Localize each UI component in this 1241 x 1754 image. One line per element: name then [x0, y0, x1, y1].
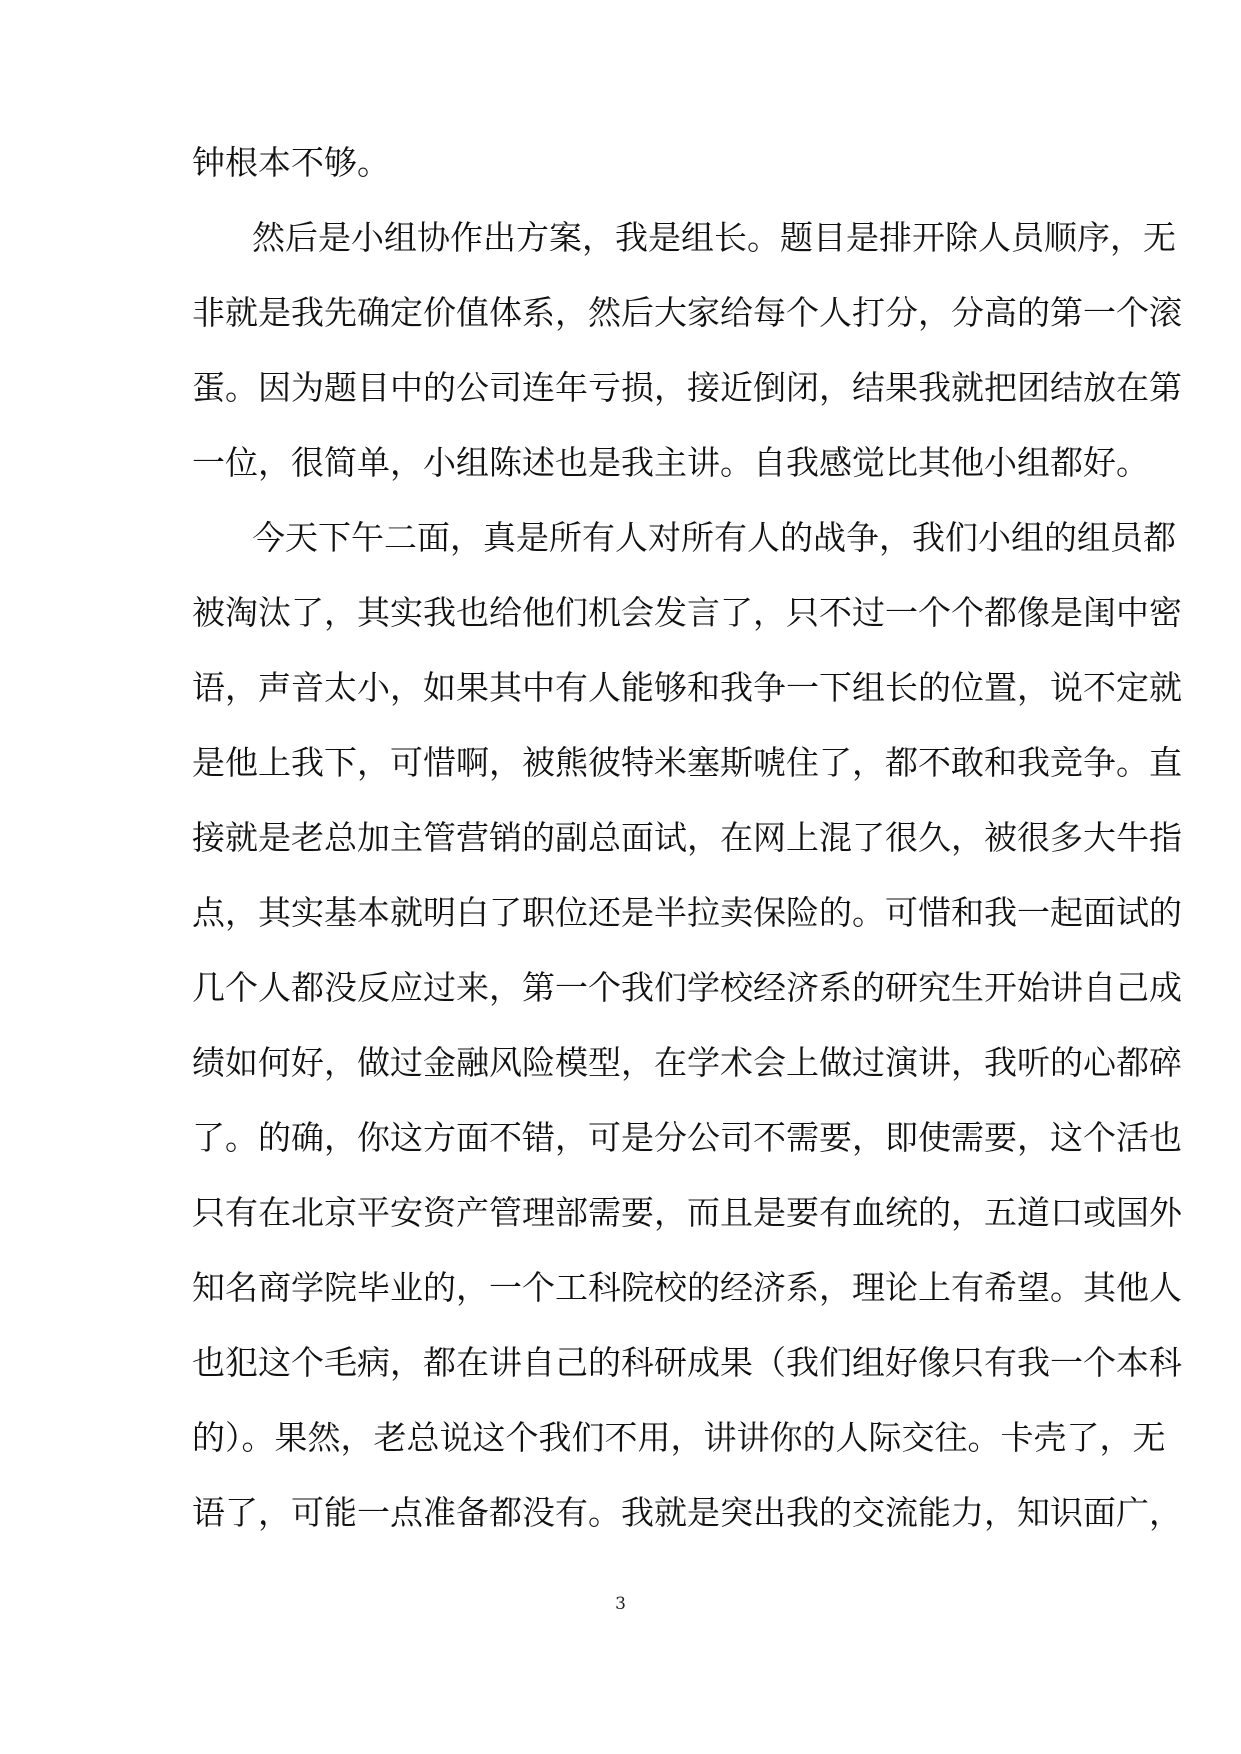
page-number: 3 [615, 1594, 626, 1614]
text-line: 了。的确，你这方面不错，可是分公司不需要，即使需要，这个活也 [192, 1118, 1182, 1157]
text-line: 语，声音太小，如果其中有人能够和我争一下组长的位置，说不定就 [192, 668, 1182, 707]
text-line: 的）。果然，老总说这个我们不用，讲讲你的人际交往。卡壳了，无 [192, 1418, 1166, 1457]
text-line: 今天下午二面，真是所有人对所有人的战争，我们小组的组员都 [252, 518, 1176, 557]
text-line: 也犯这个毛病，都在讲自己的科研成果（我们组好像只有我一个本科 [192, 1343, 1182, 1382]
text-line: 一位，很简单，小组陈述也是我主讲。自我感觉比其他小组都好。 [192, 443, 1149, 482]
body-text [192, 141, 1182, 1566]
text-line: 然后是小组协作出方案，我是组长。题目是排开除人员顺序，无 [252, 218, 1176, 257]
text-line: 点，其实基本就明白了职位还是半拉卖保险的。可惜和我一起面试的 [192, 893, 1182, 932]
text-line: 钟根本不够。 [192, 143, 390, 182]
text-line: 知名商学院毕业的，一个工科院校的经济系，理论上有希望。其他人 [192, 1268, 1182, 1307]
text-line: 是他上我下，可惜啊，被熊彼特米塞斯唬住了，都不敢和我竞争。直 [192, 743, 1182, 782]
text-line: 蛋。因为题目中的公司连年亏损，接近倒闭，结果我就把团结放在第 [192, 368, 1182, 407]
text-line: 只有在北京平安资产管理部需要，而且是要有血统的，五道口或国外 [192, 1193, 1182, 1232]
text-line: 几个人都没反应过来，第一个我们学校经济系的研究生开始讲自己成 [192, 968, 1182, 1007]
text-line: 非就是我先确定价值体系，然后大家给每个人打分，分高的第一个滚 [192, 293, 1182, 332]
text-line: 被淘汰了，其实我也给他们机会发言了，只不过一个个都像是闺中密 [192, 593, 1182, 632]
text-line: 语了，可能一点准备都没有。我就是突出我的交流能力，知识面广， [192, 1493, 1182, 1532]
text-line: 接就是老总加主管营销的副总面试，在网上混了很久，被很多大牛指 [192, 818, 1182, 857]
text-line: 绩如何好，做过金融风险模型，在学术会上做过演讲，我听的心都碎 [192, 1043, 1182, 1082]
